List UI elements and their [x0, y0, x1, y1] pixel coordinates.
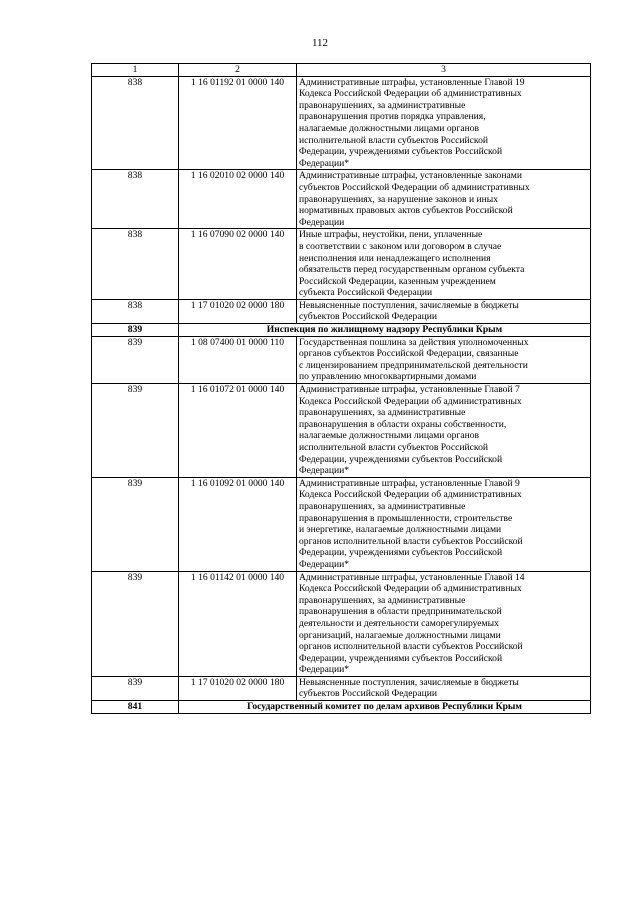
description-line: в соответствии с законом или договором в случае — [299, 240, 502, 252]
description-line: правонарушениях, за административные — [299, 594, 466, 606]
column-header: 3 — [297, 64, 591, 77]
section-title: Инспекция по жилищному надзору Республики Крым — [179, 324, 591, 337]
description-line: Российской Федерации, казенным учреждением — [299, 275, 496, 287]
description-line: правонарушения против порядка управления, — [299, 111, 486, 123]
description-line: правонарушения в области охраны собственности, — [299, 418, 507, 430]
description-cell — [297, 170, 591, 229]
description-line: правонарушения в промышленности, строительстве — [299, 512, 513, 524]
description-line: органов субъектов Российской Федерации, связанные — [299, 348, 519, 360]
revenue-code-cell: 1 16 02010 02 0000 140 — [179, 170, 297, 229]
description-line: исполнительной власти субъектов Российской — [299, 134, 489, 146]
table-row — [92, 76, 591, 170]
section-admin-code: 839 — [92, 324, 179, 337]
revenue-code-cell: 1 16 01192 01 0000 140 — [179, 76, 297, 170]
description-line: Кодекса Российской Федерации об административных — [299, 395, 522, 407]
table-row — [92, 336, 591, 383]
section-header-row — [92, 701, 591, 714]
description-line: Невыясненные поступления, зачисляемые в бюджеты — [299, 299, 519, 311]
description-line: деятельности и деятельности саморегулируемых — [299, 617, 499, 629]
description-line: организаций, налагаемые должностными лицами — [299, 629, 501, 641]
description-line: Административные штрафы, установленные Главой 7 — [299, 384, 520, 396]
revenue-code-table — [91, 63, 591, 714]
description-line: налагаемые должностными лицами органов — [299, 430, 480, 442]
description-line: Федерации, учреждениями субъектов Российской — [299, 146, 503, 158]
description-line: Федерации, учреждениями субъектов Российской — [299, 547, 503, 559]
description-cell — [297, 384, 591, 478]
description-line: Федерации, учреждениями субъектов Российской — [299, 652, 503, 664]
description-line: субъектов Российской Федерации об административных — [299, 181, 530, 193]
description-line: с лицензированием предпринимательской деятельности — [299, 359, 528, 371]
table-row — [92, 170, 591, 229]
page-number: 112 — [311, 37, 329, 49]
description-line: и энергетике, налагаемые должностными лицами — [299, 524, 502, 536]
description-line: правонарушениях, за административные — [299, 99, 466, 111]
table-row — [92, 299, 591, 323]
section-admin-code: 841 — [92, 701, 179, 714]
admin-code-cell: 839 — [92, 676, 179, 700]
revenue-code-cell: 1 16 01142 01 0000 140 — [179, 571, 297, 676]
description-line: Административные штрафы, установленные Главой 9 — [299, 477, 520, 489]
table-row — [92, 229, 591, 300]
description-line: нормативных правовых актов субъектов Российской — [299, 205, 513, 217]
description-line: налагаемые должностными лицами органов — [299, 122, 480, 134]
description-line: по управлению многоквартирными домами — [299, 371, 477, 383]
description-line: органов исполнительной власти субъектов Российской — [299, 535, 523, 547]
admin-code-cell: 838 — [92, 299, 179, 323]
revenue-code-cell: 1 16 07090 02 0000 140 — [179, 229, 297, 300]
section-header-row — [92, 324, 591, 337]
description-line: субъекта Российской Федерации — [299, 287, 433, 299]
description-line: субъектов Российской Федерации — [299, 688, 437, 700]
revenue-code-cell: 1 17 01020 02 0000 180 — [179, 676, 297, 700]
admin-code-cell: 839 — [92, 336, 179, 383]
description-cell — [297, 229, 591, 300]
description-cell — [297, 76, 591, 170]
description-line: Федерации* — [299, 664, 350, 676]
revenue-code-cell: 1 17 01020 02 0000 180 — [179, 299, 297, 323]
table-header-row — [92, 64, 591, 77]
description-line: Федерации, учреждениями субъектов Российской — [299, 453, 503, 465]
description-line: Административные штрафы, установленные законами — [299, 170, 522, 182]
description-line: Федерации* — [299, 558, 350, 570]
admin-code-cell: 838 — [92, 76, 179, 170]
description-line: Федерации* — [299, 157, 350, 169]
description-line: Административные штрафы, установленные Главой 19 — [299, 76, 525, 88]
column-header: 1 — [92, 64, 179, 77]
description-line: субъектов Российской Федерации — [299, 311, 437, 323]
table-row — [92, 676, 591, 700]
description-cell — [297, 477, 591, 571]
description-line: Кодекса Российской Федерации об административных — [299, 88, 522, 100]
description-cell — [297, 299, 591, 323]
table-row — [92, 477, 591, 571]
description-line: правонарушения в области предпринимательской — [299, 606, 502, 618]
admin-code-cell: 839 — [92, 384, 179, 478]
description-line: органов исполнительной власти субъектов Российской — [299, 641, 523, 653]
revenue-code-cell: 1 08 07400 01 0000 110 — [179, 336, 297, 383]
description-line: правонарушениях, за нарушение законов и иных — [299, 193, 499, 205]
description-cell — [297, 676, 591, 700]
column-header: 2 — [179, 64, 297, 77]
description-line: правонарушениях, за административные — [299, 500, 466, 512]
revenue-code-cell: 1 16 01072 01 0000 140 — [179, 384, 297, 478]
description-line: Кодекса Российской Федерации об административных — [299, 489, 522, 501]
description-line: Невыясненные поступления, зачисляемые в бюджеты — [299, 676, 519, 688]
description-line: неисполнения или ненадлежащего исполнения — [299, 252, 491, 264]
description-cell — [297, 571, 591, 676]
table-row — [92, 571, 591, 676]
description-line: Кодекса Российской Федерации об административных — [299, 583, 522, 595]
admin-code-cell: 839 — [92, 571, 179, 676]
admin-code-cell: 838 — [92, 229, 179, 300]
section-title: Государственный комитет по делам архивов Республики Крым — [179, 701, 591, 714]
description-cell — [297, 336, 591, 383]
description-line: исполнительной власти субъектов Российской — [299, 442, 489, 453]
description-line: Административные штрафы, установленные Главой 14 — [299, 571, 525, 583]
description-line: Государственная пошлина за действия уполномоченных — [299, 336, 529, 348]
description-line: обязательств перед государственным органом субъекта — [299, 264, 525, 276]
table-row — [92, 384, 591, 478]
description-line: Федерации* — [299, 465, 350, 477]
description-line: Иные штрафы, неустойки, пени, уплаченные — [299, 229, 483, 241]
admin-code-cell: 839 — [92, 477, 179, 571]
description-line: Федерации — [299, 216, 345, 228]
description-line: правонарушениях, за административные — [299, 407, 466, 419]
revenue-code-cell: 1 16 01092 01 0000 140 — [179, 477, 297, 571]
admin-code-cell: 838 — [92, 170, 179, 229]
